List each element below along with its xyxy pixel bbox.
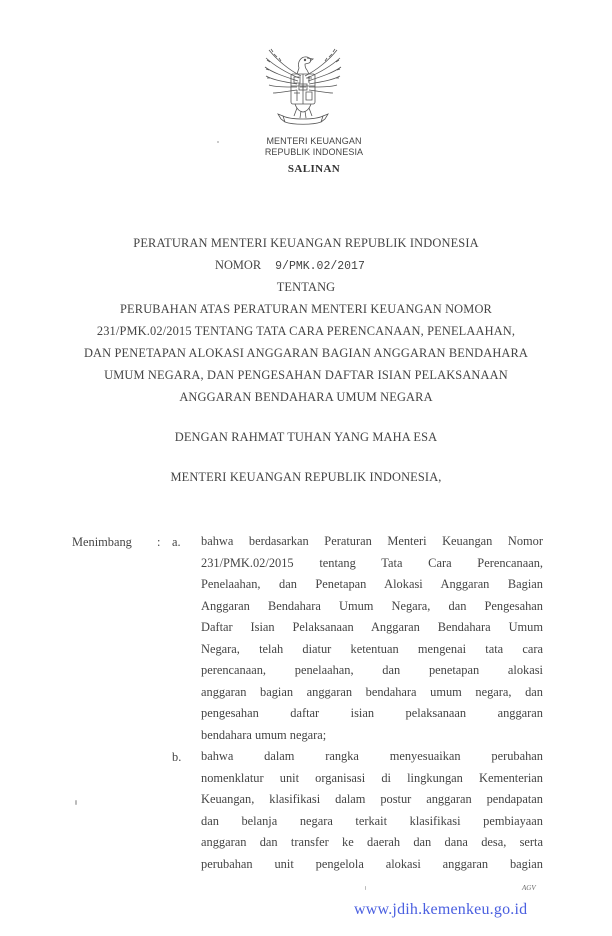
invocation: DENGAN RAHMAT TUHAN YANG MAHA ESA [174,430,438,444]
office-title-line1: MENTERI KEUANGAN [266,136,362,146]
scan-speck [217,141,219,143]
subject-line: 231/PMK.02/2015 TENTANG TATA CARA PERENCANAAN, PENELAAHAN, [96,324,516,338]
text-line: Penelaahan, dan Penetapan Alokasi Anggaran Bagian [201,577,543,591]
subject-line: UMUM NEGARA, DAN PENGESAHAN DAFTAR ISIAN PELAKSANAAN [104,368,508,382]
copy-stamp: SALINAN [287,163,341,175]
text-line: anggaran bagian anggaran bendahara umum negara, dan [201,684,543,699]
regulation-title: PERATURAN MENTERI KEUANGAN REPUBLIK INDONESIA [133,236,479,250]
menimbang-label: Menimbang [72,535,132,549]
text-line: 231/PMK.02/2015 tentang Tata Cara Perencanaan, [201,555,543,570]
nomor-value: 9/PMK.02/2017 [275,260,365,273]
item-marker-a: a. [172,535,181,549]
text-line: Anggaran Bendahara Umum Negara, dan Pengesahan [201,598,543,613]
tentang-label: TENTANG [276,280,336,294]
office-title-line2: REPUBLIK INDONESIA [264,147,364,157]
subject-line: ANGGARAN BENDAHARA UMUM NEGARA [179,390,433,404]
item-marker-b: b. [172,750,182,764]
text-line: bahwa berdasarkan Peraturan Menteri Keuangan Nomor [201,534,543,548]
text-line: perubahan unit pengelola alokasi anggaran bagian [201,856,543,871]
subject-line: DAN PENETAPAN ALOKASI ANGGARAN BAGIAN ANGGARAN BENDAHARA [83,346,529,360]
jdih-website-link[interactable]: www.jdih.kemenkeu.go.id [354,901,528,918]
initials-paraf: AGV [522,884,536,892]
nomor-label: NOMOR [215,258,262,272]
garuda-emblem-icon [261,46,345,128]
text-line: Negara, telah diatur ketentuan mengenai tata cara [201,641,543,656]
menimbang-colon: : [157,535,161,549]
text-line: Daftar Isian Pelaksanaan Anggaran Bendahara Umum [201,620,543,634]
text-line: bahwa dalam rangka menyesuaikan perubahan [201,749,543,763]
text-line: nomenklatur unit organisasi di lingkungan Kementerian [201,770,543,785]
text-line: Keuangan, klasifikasi dalam postur anggaran pendapatan [201,792,543,806]
consideration-a [201,531,543,746]
text-line: anggaran dan transfer ke daerah dan dana desa, serta [201,835,543,849]
authority-line: MENTERI KEUANGAN REPUBLIK INDONESIA, [170,470,442,484]
subject-line: PERUBAHAN ATAS PERATURAN MENTERI KEUANGAN NOMOR [120,302,492,316]
consideration-b [201,746,543,875]
scan-speck [75,800,77,805]
regulation-number [215,258,365,273]
text-line: pengesahan daftar isian pelaksanaan anggaran [201,706,543,720]
text-line: bendahara umum negara; [201,727,327,742]
text-line: perencanaan, penelaahan, dan penetapan alokasi [201,663,543,677]
text-line: dan belanja negara terkait klasifikasi pembiayaan [201,813,543,828]
scan-speck [365,886,366,890]
